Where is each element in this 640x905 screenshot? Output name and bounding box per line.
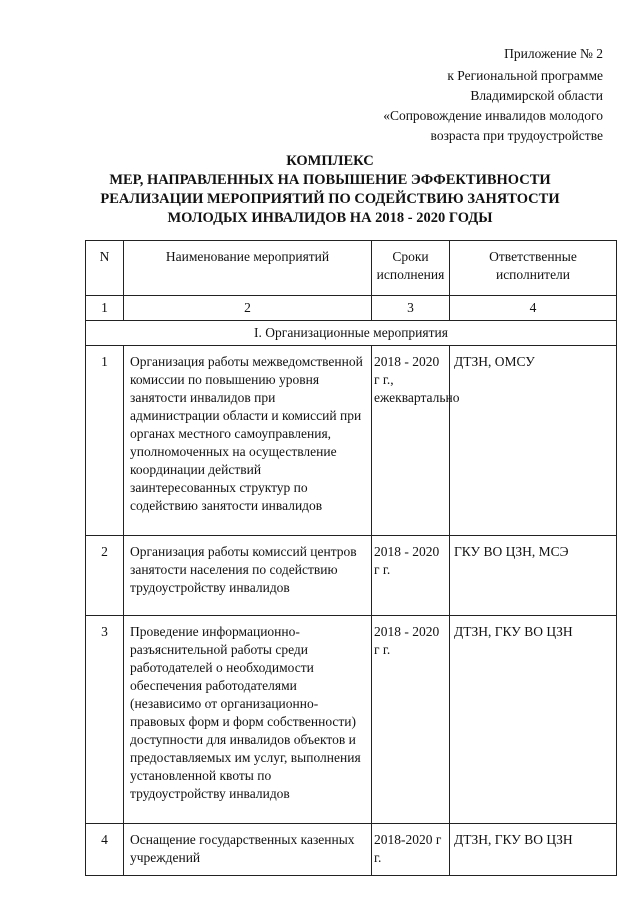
table-row: [86, 616, 617, 824]
measure-responsible: ДТЗН, ГКУ ВО ЦЗН: [450, 616, 617, 824]
section-row: [86, 321, 617, 346]
measure-responsible: ГКУ ВО ЦЗН, МСЭ: [450, 536, 617, 616]
measure-term: 2018 - 2020 г г.: [372, 536, 450, 616]
measure-name: Оснащение государственных казенных учреждений: [124, 824, 372, 876]
column-number: 3: [372, 296, 450, 321]
row-number: 1: [86, 346, 124, 536]
measure-term: 2018 - 2020 г г., ежеквартально: [372, 346, 450, 536]
title-line: МЕР, НАПРАВЛЕННЫХ НА ПОВЫШЕНИЕ ЭФФЕКТИВНОСТИ: [109, 172, 551, 188]
column-number: 4: [450, 296, 617, 321]
section-title: I. Организационные мероприятия: [86, 321, 617, 346]
appendix-line: «Сопровождение инвалидов молодого: [383, 108, 603, 123]
table-row: [86, 346, 617, 536]
measure-name: Проведение информационно-разъяснительной работы среди работодателей о необходимости обеспечения работодателями (независимо от организационно-правовых форм и форм собственности) доступности для инвалидов объектов и предоставляемых им услуг, выполнения установленной квоты по трудоустройству инвалидов: [124, 616, 372, 824]
table-row: [86, 536, 617, 616]
appendix-line: Владимирской области: [470, 88, 603, 103]
header-responsible: Ответственные исполнители: [450, 241, 617, 296]
row-number: 2: [86, 536, 124, 616]
title-line: КОМПЛЕКС: [286, 153, 374, 169]
column-number: 1: [86, 296, 124, 321]
title-line: МОЛОДЫХ ИНВАЛИДОВ НА 2018 - 2020 ГОДЫ: [167, 210, 493, 226]
measures-table: [85, 240, 617, 876]
measure-name: Организация работы комиссий центров занятости населения по содействию трудоустройству инвалидов: [124, 536, 372, 616]
document-title: [80, 152, 580, 228]
measure-responsible: ДТЗН, ГКУ ВО ЦЗН: [450, 824, 617, 876]
row-number: 4: [86, 824, 124, 876]
header-term: Сроки исполнения: [372, 241, 450, 296]
appendix-number: Приложение № 2: [504, 46, 603, 61]
appendix-block: [343, 44, 603, 146]
column-number: 2: [124, 296, 372, 321]
appendix-line: к Региональной программе: [447, 68, 603, 83]
row-number: 3: [86, 616, 124, 824]
table-row: [86, 824, 617, 876]
table-header-row: [86, 241, 617, 296]
header-name: Наименование мероприятий: [124, 241, 372, 296]
measure-name: Организация работы межведомственной комиссии по повышению уровня занятости инвалидов при администрации области и комиссий при органах местного самоуправления, уполномоченных на осуществление координации действий заинтересованных структур по содействию занятости инвалидов: [124, 346, 372, 536]
column-number-row: [86, 296, 617, 321]
measure-responsible: ДТЗН, ОМСУ: [450, 346, 617, 536]
title-line: РЕАЛИЗАЦИИ МЕРОПРИЯТИЙ ПО СОДЕЙСТВИЮ ЗАНЯТОСТИ: [100, 191, 560, 207]
measure-term: 2018-2020 г г.: [372, 824, 450, 876]
appendix-line: возраста при трудоустройстве: [430, 128, 603, 143]
header-n: N: [86, 241, 124, 296]
measure-term: 2018 - 2020 г г.: [372, 616, 450, 824]
